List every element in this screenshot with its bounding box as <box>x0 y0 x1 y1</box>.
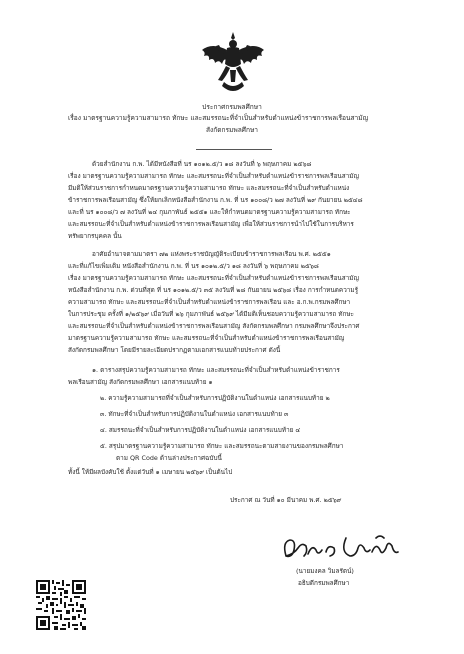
list-item: พลเรือนสามัญ สังกัดกรมพลศึกษา เอกสารแนบท้าย ๑ <box>68 378 213 386</box>
para2-line: ในการประชุม ครั้งที่ ๑/๒๕๖๙ เมื่อวันที่ ๒๖ กุมภาพันธ์ ๒๕๖๙ ได้มีมติเห็นชอบความรู้ความสามารถ ทักษะ <box>68 310 354 318</box>
title-divider <box>196 149 272 150</box>
para2-line: มาตรฐานความรู้ความสามารถ ทักษะ และสมรรถนะที่จำเป็นสำหรับตำแหน่งข้าราชการพลเรือนสามัญ <box>68 334 345 342</box>
para2-line: หนังสือสำนักงาน ก.พ. ด่วนที่สุด ที่ นร ๑๐๑๒.๕/ว ๓๕ ลงวันที่ ๒๘ กันยายน ๒๕๖๘ เรื่อง การกำหนดความรู้ <box>68 286 359 294</box>
list-item: ตาม QR Code ด้านล่างประกาศฉบับนี้ <box>116 454 222 462</box>
para2-line: และสมรรถนะที่จำเป็นสำหรับตำแหน่งข้าราชการพลเรือนสามัญ สังกัดกรมพลศึกษา กรมพลศึกษาจึงประกาศ <box>68 322 360 330</box>
para2-line: และที่แก้ไขเพิ่มเติม หนังสือสำนักงาน ก.พ. ที่ นร ๑๐๑๒.๕/ว ๑๘ ลงวันที่ ๖ พฤษภาคม ๒๕๖๘ <box>68 262 319 270</box>
signatory-position: อธิบดีกรมพลศึกษา <box>298 579 350 587</box>
list-item: ๒. ความรู้ความสามารถที่จำเป็นสำหรับการปฏิบัติงานในตำแหน่ง เอกสารแนบท้าย ๒ <box>100 394 330 402</box>
garuda-emblem-icon <box>200 30 266 98</box>
para1-line: และที่ นร ๑๐๐๘/ว ๗ ลงวันที่ ๒๔ กุมภาพันธ์ ๒๕๕๑ และให้กำหนดมาตรฐานความรู้ความสามารถ ทักษะ <box>68 208 351 216</box>
para2-line: อาศัยอำนาจตามมาตรา ๗๒ แห่งพระราชบัญญัติระเบียบข้าราชการพลเรือน พ.ศ. ๒๕๕๑ <box>92 250 331 258</box>
list-item: ๓. ทักษะที่จำเป็นสำหรับการปฏิบัติงานในตำแหน่ง เอกสารแนบท้าย ๓ <box>100 410 289 418</box>
signatory-name: (นายมงคล วิมลรัตน์) <box>296 567 354 575</box>
announcement-heading: ประกาศกรมพลศึกษา <box>202 103 262 111</box>
signature <box>280 532 402 566</box>
para1-line: ทรัพยากรบุคคล นั้น <box>68 232 122 240</box>
list-item: ๔. สมรรถนะที่จำเป็นสำหรับการปฏิบัติงานในตำแหน่ง เอกสารแนบท้าย ๔ <box>100 426 301 434</box>
list-item: ๑. ตารางสรุปความรู้ความสามารถ ทักษะ และสมรรถนะที่จำเป็นสำหรับตำแหน่งข้าราชการ <box>92 366 340 374</box>
announcement-date: ประกาศ ณ วันที่ ๑๐ มีนาคม พ.ศ. ๒๕๖๙ <box>230 496 342 504</box>
para1-line: และสมรรถนะที่จำเป็นสำหรับตำแหน่งข้าราชการพลเรือนสามัญ เพื่อให้ส่วนราชการนำไปใช้ในการบริหาร <box>68 220 354 228</box>
para2-line: ความสามารถ ทักษะ และสมรรถนะที่จำเป็นสำหรับตำแหน่งข้าราชการพลเรือน และ อ.ก.พ.กรมพลศึกษา <box>68 298 351 306</box>
effective-date: ทั้งนี้ ให้มีผลบังคับใช้ ตั้งแต่วันที่ ๑ เมษายน ๒๕๖๙ เป็นต้นไป <box>68 468 233 476</box>
qr-code-icon <box>36 580 86 630</box>
subject-line-2: สังกัดกรมพลศึกษา <box>205 126 258 134</box>
para1-line: ด้วยสำนักงาน ก.พ. ได้มีหนังสือที่ นร ๑๐๑๒.๕/ว ๑๘ ลงวันที่ ๖ พฤษภาคม ๒๕๖๘ <box>92 160 312 168</box>
para1-line: เรื่อง มาตรฐานความรู้ความสามารถ ทักษะ และสมรรถนะที่จำเป็นสำหรับตำแหน่งข้าราชการพลเรือนสามัญ <box>68 172 359 180</box>
para2-line: เรื่อง มาตรฐานความรู้ความสามารถ ทักษะ และสมรรถนะที่จำเป็นสำหรับตำแหน่งข้าราชการพลเรือนสามัญ <box>68 274 359 282</box>
para1-line: มีมติให้ส่วนราชการกำหนดมาตรฐานความรู้ความสามารถ ทักษะ และสมรรถนะที่จำเป็นสำหรับตำแหน่ง <box>68 184 350 192</box>
subject-line: เรื่อง มาตรฐานความรู้ความสามารถ ทักษะ และสมรรถนะที่จำเป็นสำหรับตำแหน่งข้าราชการพลเรือนสามัญ <box>68 114 369 122</box>
list-item: ๕. สรุปมาตรฐานความรู้ความสามารถ ทักษะ และสมรรถนะตามสายงานของกรมพลศึกษา <box>100 442 344 450</box>
para1-line: ข้าราชการพลเรือนสามัญ ซึ่งให้ยกเลิกหนังสือสำนักงาน ก.พ. ที่ นร ๑๐๐๘/ว ๒๗ ลงวันที่ ๒๙ กันยายน ๒๕๔๘ <box>68 196 363 204</box>
para2-line: สังกัดกรมพลศึกษา โดยมีรายละเอียดปรากฏตามเอกสารแนบท้ายประกาศ ดังนี้ <box>68 346 281 354</box>
